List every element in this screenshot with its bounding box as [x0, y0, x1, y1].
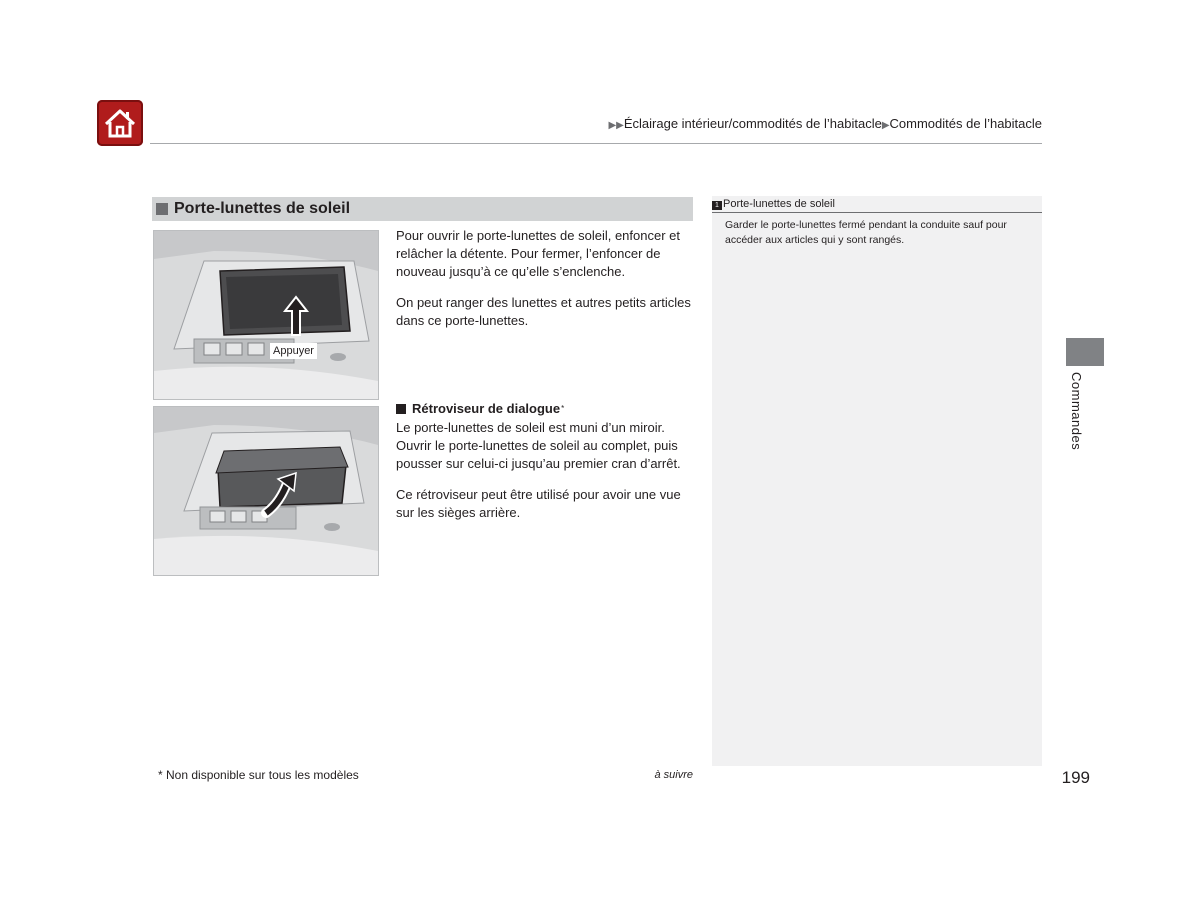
- subheading-square-bullet: [396, 404, 406, 414]
- section-heading: [152, 197, 693, 221]
- availability-asterisk: *: [561, 404, 565, 413]
- conversation-mirror-illustration: [153, 406, 379, 576]
- side-note-text: Garder le porte-lunettes fermé pendant la conduite sauf pour accéder aux articles qui y sont rangés.: [725, 219, 1007, 246]
- subsection-heading: [396, 401, 696, 416]
- footnote: * Non disponible sur tous les modèles: [158, 768, 359, 782]
- breadcrumb-current: Commodités de l’habitacle: [889, 116, 1042, 131]
- mirror-usage-note: Ce rétroviseur peut être utilisé pour avoir une vue sur les sièges arrière.: [396, 487, 681, 520]
- instructions-open-close: Pour ouvrir le porte-lunettes de soleil, enfoncer et relâcher la détente. Pour fermer, l’enfoncer de nouveau jusqu’à ce qu’elle s’enclenche.: [396, 228, 680, 279]
- section-title: Porte-lunettes de soleil: [174, 200, 351, 217]
- chapter-tab[interactable]: [1066, 338, 1104, 366]
- press-callout-label: Appuyer: [270, 343, 317, 359]
- sunglasses-holder-illustration: [153, 230, 379, 400]
- side-note-title-text: Porte-lunettes de soleil: [723, 198, 835, 210]
- side-note-panel: [712, 196, 1042, 766]
- side-note-title: [712, 196, 1042, 213]
- home-icon: [97, 100, 143, 146]
- header-divider: [150, 143, 1042, 144]
- heading-square-bullet: [156, 203, 168, 215]
- subsection-title: Rétroviseur de dialogue: [412, 401, 561, 416]
- chapter-tab-label: Commandes: [1069, 372, 1084, 451]
- breadcrumb-link-lighting[interactable]: Éclairage intérieur/commodités de l’habitacle: [623, 116, 882, 131]
- mirror-instructions: Le porte-lunettes de soleil est muni d’un miroir. Ouvrir le porte-lunettes de soleil au complet, puis pousser sur celui-ci jusqu’au premier cran d’arrêt.: [396, 420, 681, 471]
- continued-label: à suivre: [654, 769, 693, 781]
- breadcrumb-separator: ▶: [881, 120, 890, 131]
- page-number: 199: [1061, 768, 1090, 787]
- note-marker: 1: [712, 201, 722, 210]
- storage-note: On peut ranger des lunettes et autres petits articles dans ce porte-lunettes.: [396, 295, 691, 328]
- breadcrumb-separator: ▶▶: [608, 120, 624, 131]
- breadcrumb: [560, 116, 1042, 131]
- home-button[interactable]: [97, 100, 143, 146]
